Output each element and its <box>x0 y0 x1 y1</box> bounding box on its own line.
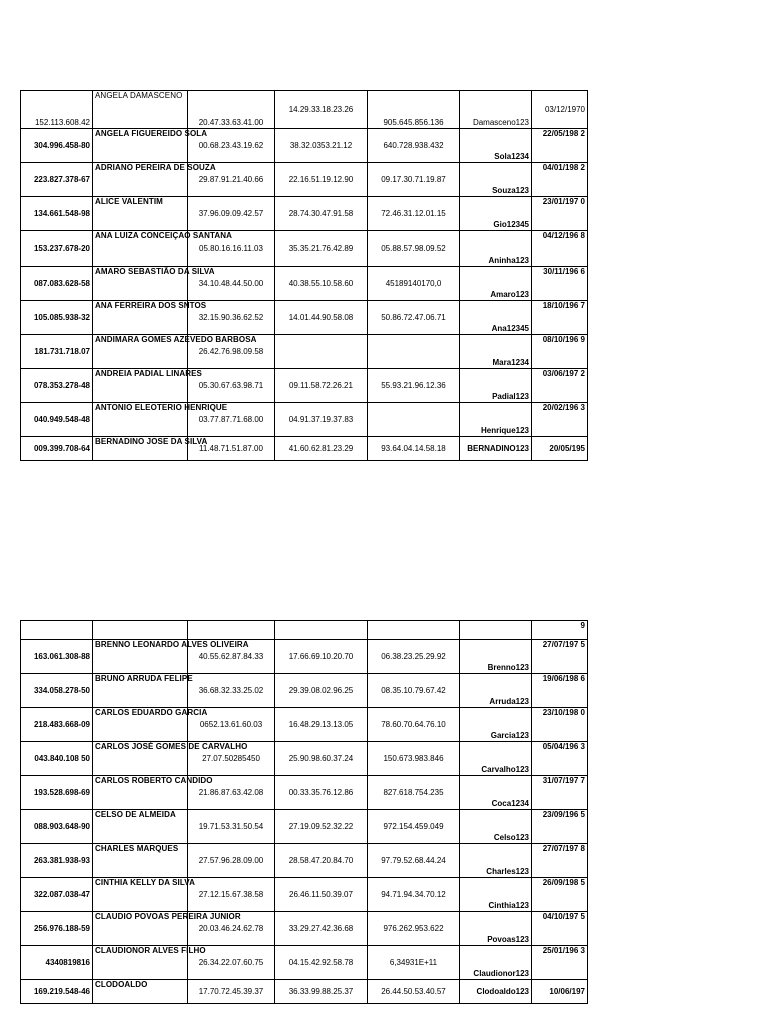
number-cell: 05.80.16.16.11.03 <box>188 231 275 267</box>
name-cell: CLAUDIONOR ALVES FILHO <box>93 946 188 980</box>
date-cell: 05/04/196 3 <box>532 742 588 776</box>
number-cell: 41.60.62.81.23.29 <box>275 437 368 461</box>
password-cell: Aninha123 <box>460 231 532 267</box>
number-cell: 72.46.31.12.01.15 <box>368 197 460 231</box>
number-cell: 05.30.67.63.98.71 <box>188 369 275 403</box>
table-row <box>21 369 588 403</box>
number-cell: 97.79.52.68.44.24 <box>368 844 460 878</box>
number-cell: 09.11.58.72.26.21 <box>275 369 368 403</box>
table-row <box>21 844 588 878</box>
number-cell: 21.86.87.63.42.08 <box>188 776 275 810</box>
password-cell: Charles123 <box>460 844 532 878</box>
password-cell: Henrique123 <box>460 403 532 437</box>
table-row <box>21 335 588 369</box>
name-cell: ANA FERREIRA DOS SNTOS <box>93 301 188 335</box>
name-cell: ANA LUIZA CONCEIÇAO SANTANA <box>93 231 188 267</box>
number-cell: 150.673.983.846 <box>368 742 460 776</box>
table-row <box>21 301 588 335</box>
number-cell: 36.68.32.33.25.02 <box>188 674 275 708</box>
empty-cell <box>275 621 368 640</box>
table-row <box>21 912 588 946</box>
number-cell: 29.39.08.02.96.25 <box>275 674 368 708</box>
cpf-cell: 304.996.458-80 <box>21 129 93 163</box>
number-cell: 16.48.29.13.13.05 <box>275 708 368 742</box>
date-cell: 20/05/195 <box>532 437 588 461</box>
number-cell: 20.03.46.24.62.78 <box>188 912 275 946</box>
table-row <box>21 878 588 912</box>
empty-cell <box>368 621 460 640</box>
number-cell: 04.15.42.92.58.78 <box>275 946 368 980</box>
cpf-cell: 263.381.938-93 <box>21 844 93 878</box>
number-cell: 34.10.48.44.50.00 <box>188 267 275 301</box>
date-cell: 26/09/198 5 <box>532 878 588 912</box>
date-cell: 23/01/197 0 <box>532 197 588 231</box>
table-row <box>21 708 588 742</box>
date-cell: 03/06/197 2 <box>532 369 588 403</box>
number-cell: 50.86.72.47.06.71 <box>368 301 460 335</box>
number-cell: 28.58.47.20.84.70 <box>275 844 368 878</box>
cpf-cell: 169.219.548-46 <box>21 980 93 1004</box>
number-cell: 640.728.938.432 <box>368 129 460 163</box>
name-cell: ANDREIA PADIAL LINARES <box>93 369 188 403</box>
number-cell: 27.19.09.52.32.22 <box>275 810 368 844</box>
number-cell: 27.07.50285450 <box>188 742 275 776</box>
spreadsheet-table-2 <box>20 620 588 1004</box>
number-cell: 26.34.22.07.60.75 <box>188 946 275 980</box>
table-row <box>21 946 588 980</box>
date-cell: 22/05/198 2 <box>532 129 588 163</box>
cpf-cell: 193.528.698-69 <box>21 776 93 810</box>
cpf-cell: 040.949.548-48 <box>21 403 93 437</box>
number-cell: 00.33.35.76.12.86 <box>275 776 368 810</box>
password-cell: Arruda123 <box>460 674 532 708</box>
number-cell: 40.55.62.87.84.33 <box>188 640 275 674</box>
number-cell: 37.96.09.09.42.57 <box>188 197 275 231</box>
cpf-cell: 322.087.038-47 <box>21 878 93 912</box>
number-cell: 14.01.44.90.58.08 <box>275 301 368 335</box>
empty-cell <box>93 621 188 640</box>
table-row <box>21 980 588 1004</box>
name-cell: BERNADINO JOSE DA SILVA <box>93 437 188 461</box>
number-cell: 976.262.953.622 <box>368 912 460 946</box>
cpf-cell: 4340819816 <box>21 946 93 980</box>
number-cell: 26.46.11.50.39.07 <box>275 878 368 912</box>
number-cell: 6,34931E+11 <box>368 946 460 980</box>
cpf-cell: 088.903.648-90 <box>21 810 93 844</box>
table-row <box>21 674 588 708</box>
number-cell: 26.42.76.98.09.58 <box>188 335 275 369</box>
password-cell: Garcia123 <box>460 708 532 742</box>
number-cell: 22.16.51.19.12.90 <box>275 163 368 197</box>
number-cell: 09.17.30.71.19.87 <box>368 163 460 197</box>
date-cell: 30/11/196 6 <box>532 267 588 301</box>
number-cell: 78.60.70.64.76.10 <box>368 708 460 742</box>
table-row <box>21 621 588 640</box>
name-cell: CLODOALDO <box>93 980 188 1004</box>
date-cell: 31/07/197 7 <box>532 776 588 810</box>
name-cell: ANDIMARA GOMES AZEVEDO BARBOSA <box>93 335 188 369</box>
cpf-cell: 105.085.938-32 <box>21 301 93 335</box>
date-cell: 04/01/198 2 <box>532 163 588 197</box>
cpf-cell: 078.353.278-48 <box>21 369 93 403</box>
name-cell: BRUNO ARRUDA FELIPE <box>93 674 188 708</box>
table-row <box>21 163 588 197</box>
table-row <box>21 267 588 301</box>
number-cell: 29.87.91.21.40.66 <box>188 163 275 197</box>
cpf-cell: 163.061.308-88 <box>21 640 93 674</box>
password-cell: Amaro123 <box>460 267 532 301</box>
number-cell: 17.70.72.45.39.37 <box>188 980 275 1004</box>
password-cell: Povoas123 <box>460 912 532 946</box>
name-cell: CARLOS ROBERTO CANDIDO <box>93 776 188 810</box>
date-cell: 27/07/197 8 <box>532 844 588 878</box>
table-row <box>21 640 588 674</box>
number-cell: 35.35.21.76.42.89 <box>275 231 368 267</box>
name-cell: CINTHIA KELLY DA SILVA <box>93 878 188 912</box>
date-cell: 27/07/197 5 <box>532 640 588 674</box>
password-cell: BERNADINO123 <box>460 437 532 461</box>
date-cell: 23/09/196 5 <box>532 810 588 844</box>
number-cell: 08.35.10.79.67.42 <box>368 674 460 708</box>
number-cell: 972.154.459.049 <box>368 810 460 844</box>
password-cell: Padial123 <box>460 369 532 403</box>
number-cell: 20.47.33.63.41.00 <box>188 91 275 129</box>
empty-cell <box>21 621 93 640</box>
table-row <box>21 91 588 129</box>
number-cell: 93.64.04.14.58.18 <box>368 437 460 461</box>
table-row <box>21 776 588 810</box>
number-cell: 45189140170,0 <box>368 267 460 301</box>
number-cell: 26.44.50.53.40.57 <box>368 980 460 1004</box>
date-cell: 20/02/196 3 <box>532 403 588 437</box>
date-cell: 03/12/1970 <box>532 91 588 129</box>
password-cell: Carvalho123 <box>460 742 532 776</box>
spreadsheet-table-1 <box>20 90 588 461</box>
password-cell: Cinthia123 <box>460 878 532 912</box>
number-cell: 05.88.57.98.09.52 <box>368 231 460 267</box>
number-cell: 0652.13.61.60.03 <box>188 708 275 742</box>
date-cell: 04/12/196 8 <box>532 231 588 267</box>
empty-cell <box>188 621 275 640</box>
password-cell: Ana12345 <box>460 301 532 335</box>
number-cell: 04.91.37.19.37.83 <box>275 403 368 437</box>
number-cell: 32.15.90.36.62.52 <box>188 301 275 335</box>
name-cell: CELSO DE ALMEIDA <box>93 810 188 844</box>
name-cell: BRENNO LEONARDO ALVES OLIVEIRA <box>93 640 188 674</box>
number-cell: 40.38.55.10.58.60 <box>275 267 368 301</box>
date-cell: 25/01/196 3 <box>532 946 588 980</box>
date-cell: 18/10/196 7 <box>532 301 588 335</box>
date-cell: 19/06/198 6 <box>532 674 588 708</box>
number-cell: 27.12.15.67.38.58 <box>188 878 275 912</box>
number-cell: 827.618.754.235 <box>368 776 460 810</box>
number-cell: 94.71.94.34.70.12 <box>368 878 460 912</box>
number-cell: 11.48.71.51.87.00 <box>188 437 275 461</box>
password-cell: Coca1234 <box>460 776 532 810</box>
password-cell: Souza123 <box>460 163 532 197</box>
password-cell: Gio12345 <box>460 197 532 231</box>
cpf-cell: 256.976.188-59 <box>21 912 93 946</box>
name-cell: CHARLES MARQUES <box>93 844 188 878</box>
name-cell: ANTONIO ELEOTERIO HENRIQUE <box>93 403 188 437</box>
table-row <box>21 437 588 461</box>
password-cell: Clodoaldo123 <box>460 980 532 1004</box>
cpf-cell: 134.661.548-98 <box>21 197 93 231</box>
number-cell: 27.57.96.28.09.00 <box>188 844 275 878</box>
number-cell: 36.33.99.88.25.37 <box>275 980 368 1004</box>
password-cell: Claudionor123 <box>460 946 532 980</box>
table-row <box>21 403 588 437</box>
name-cell: CARLOS JOSÉ GOMES DE CARVALHO <box>93 742 188 776</box>
number-cell: 17.66.69.10.20.70 <box>275 640 368 674</box>
password-cell: Sola1234 <box>460 129 532 163</box>
number-cell: 03.77.87.71.68.00 <box>188 403 275 437</box>
password-cell: Celso123 <box>460 810 532 844</box>
date-cell: 08/10/196 9 <box>532 335 588 369</box>
cpf-cell: 152.113.608.42 <box>21 91 93 129</box>
password-cell: Damasceno123 <box>460 91 532 129</box>
number-cell <box>368 403 460 437</box>
date-cell: 04/10/197 5 <box>532 912 588 946</box>
cpf-cell: 087.083.628-58 <box>21 267 93 301</box>
date-cell: 9 <box>532 621 588 640</box>
number-cell: 38.32.0353.21.12 <box>275 129 368 163</box>
name-cell: AMARO SEBASTIÃO DA SILVA <box>93 267 188 301</box>
password-cell: Mara1234 <box>460 335 532 369</box>
date-cell: 10/06/197 <box>532 980 588 1004</box>
table-row <box>21 810 588 844</box>
cpf-cell: 153.237.678-20 <box>21 231 93 267</box>
password-cell: Brenno123 <box>460 640 532 674</box>
date-cell: 23/10/198 0 <box>532 708 588 742</box>
number-cell: 55.93.21.96.12.36 <box>368 369 460 403</box>
number-cell <box>368 335 460 369</box>
name-cell: ANGELA FIGUEREIDO SOLA <box>93 129 188 163</box>
cpf-cell: 218.483.668-09 <box>21 708 93 742</box>
number-cell: 25.90.98.60.37.24 <box>275 742 368 776</box>
empty-cell <box>460 621 532 640</box>
number-cell: 00.68.23.43.19.62 <box>188 129 275 163</box>
name-cell: ADRIANO PEREIRA DE SOUZA <box>93 163 188 197</box>
number-cell: 14.29.33.18.23.26 <box>275 91 368 129</box>
number-cell: 905.645.856.136 <box>368 91 460 129</box>
name-cell: CARLOS EDUARDO GARCIA <box>93 708 188 742</box>
cpf-cell: 223.827.378-67 <box>21 163 93 197</box>
table-row <box>21 231 588 267</box>
name-cell: CLAUDIO POVOAS PEREIRA JUNIOR <box>93 912 188 946</box>
number-cell: 06.38.23.25.29.92 <box>368 640 460 674</box>
number-cell: 28.74.30.47.91.58 <box>275 197 368 231</box>
cpf-cell: 334.058.278-50 <box>21 674 93 708</box>
name-cell: ALICE VALENTIM <box>93 197 188 231</box>
number-cell: 33.29.27.42.36.68 <box>275 912 368 946</box>
cpf-cell: 043.840.108 50 <box>21 742 93 776</box>
name-cell: ANGELA DAMASCENO <box>93 91 188 129</box>
number-cell: 19.71.53.31.50.54 <box>188 810 275 844</box>
table-row <box>21 129 588 163</box>
number-cell <box>275 335 368 369</box>
table-row <box>21 197 588 231</box>
cpf-cell: 181.731.718.07 <box>21 335 93 369</box>
table-row <box>21 742 588 776</box>
cpf-cell: 009.399.708-64 <box>21 437 93 461</box>
